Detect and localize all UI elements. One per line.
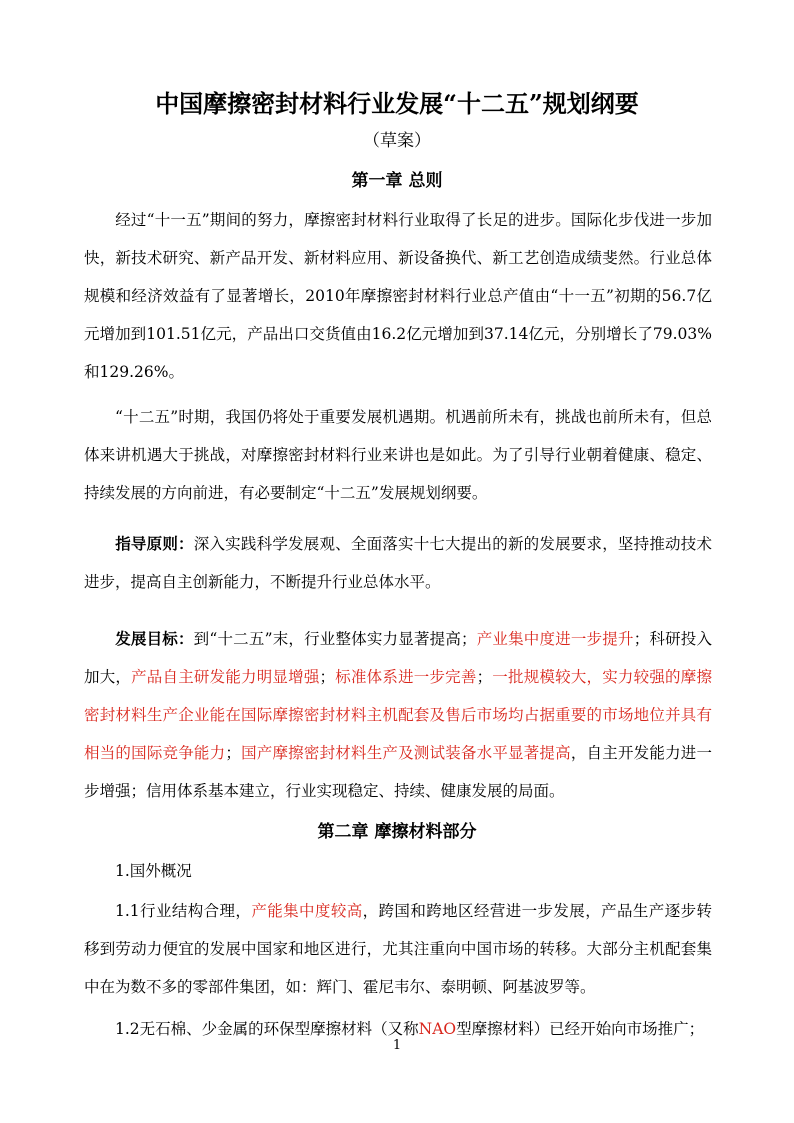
paragraph-1-1-text-c: ，跨国和跨地区经营进一步发展，产品生产逐步转移到劳动力便宜的发展中国家和地区进行，尤其注重向中国市场的转移。大部分主机配套集中在为数不多的零部件集团，如：辉门、霍尼韦尔、泰明顿、阿基波罗等。	[84, 902, 712, 996]
paragraph-opportunity-text: “十二五”时期，我国仍将处于重要发展机遇期。机遇前所未有，挑战也前所未有，但总体来讲机遇大于挑战，对摩擦密封材料行业来讲也是如此。为了引导行业朝着健康、稳定、持续发展的方向前进，有必要制定“十二五”发展规划纲要。	[84, 408, 712, 502]
page-number: 1	[392, 1038, 402, 1053]
section-1-heading-text: 1.国外概况	[115, 862, 192, 880]
development-goal-label: 发展目标：	[115, 629, 194, 648]
goal-highlight-standards: 标准体系进一步完善	[335, 668, 477, 686]
document-subtitle: （草案）	[363, 131, 431, 151]
paragraph-1-1	[84, 892, 712, 1006]
paragraph-1-2-highlight: NAO	[418, 1020, 457, 1038]
paragraph-guiding-principle	[84, 525, 712, 601]
section-1-heading	[84, 852, 712, 890]
goal-text-g: ；	[476, 668, 493, 686]
goal-highlight-equipment: 国产摩擦密封材料生产及测试装备水平显著提高	[240, 744, 571, 762]
chapter-2-heading: 第二章 摩擦材料部分	[317, 822, 477, 842]
chapter-1-heading: 第一章 总则	[351, 171, 443, 191]
paragraph-1-1-highlight: 产能集中度较高	[251, 902, 363, 920]
paragraph-development-goal	[84, 620, 712, 810]
goal-highlight-enterprises: 一批规模较大，实力较强的摩擦密封材料生产企业能在国际摩擦密封材料主机配套及售后市场均占据重要的市场地位并具有相当的国际竞争能力	[84, 668, 712, 762]
document-title: 中国摩擦密封材料行业发展“十二五”规划纲要	[155, 89, 639, 118]
goal-text-c: ；科研投入加大，	[84, 630, 712, 686]
paragraph-intro	[84, 201, 712, 391]
goal-highlight-concentration: 产业集中度进一步提升	[476, 630, 634, 648]
guiding-principle-text: 深入实践科学发展观、全面落实十七大提出的新的发展要求，坚持推动技术进步，提高自主创新能力，不断提升行业总体水平。	[84, 535, 712, 591]
goal-text-a: 到“十二五”末，行业整体实力显著提高；	[193, 630, 477, 648]
paragraph-opportunity	[84, 398, 712, 512]
goal-text-e: ；	[319, 668, 336, 686]
guiding-principle-label: 指导原则：	[115, 534, 194, 553]
paragraph-1-2-text-a: 1.2无石棉、少金属的环保型摩擦材料（又称	[115, 1020, 419, 1038]
paragraph-1-1-text-a: 1.1行业结构合理，	[115, 902, 252, 920]
goal-highlight-rnd: 产品自主研发能力明显增强	[131, 668, 320, 686]
goal-text-k: ，自主开发能力进一步增强；信用体系基本建立，行业实现稳定、持续、健康发展的局面。	[84, 744, 712, 800]
paragraph-1-2-text-c: 型摩擦材料）已经开始向市场推广；	[456, 1020, 705, 1038]
goal-text-i: ；	[225, 744, 241, 762]
paragraph-intro-text: 经过“十一五”期间的努力，摩擦密封材料行业取得了长足的进步。国际化步伐进一步加快，新技术研究、新产品开发、新材料应用、新设备换代、新工艺创造成绩斐然。行业总体规模和经济效益有了显著增长，2010年摩擦密封材料行业总产值由“十一五”初期的56.7亿元增加到101.51亿元，产品出口交货值由16.2亿元增加到37.14亿元，分别增长了79.03%和129.26%。	[84, 211, 712, 381]
